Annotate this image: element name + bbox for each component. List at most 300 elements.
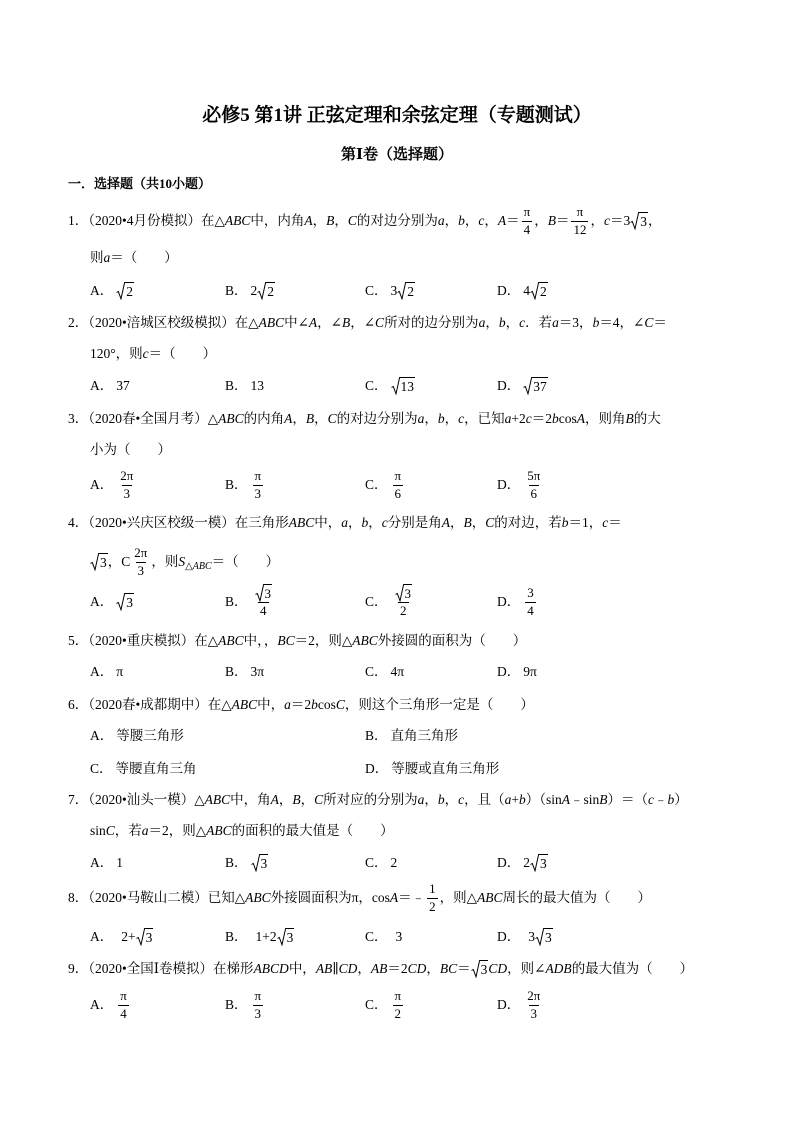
option-label: B．	[225, 283, 248, 299]
text-run: 12	[573, 221, 587, 237]
text-run: ﹣sin	[570, 792, 600, 808]
text-run: 所对的边分别为	[384, 315, 479, 331]
radical-sign	[277, 928, 286, 946]
math-variable: A	[389, 890, 399, 906]
option-label: A．	[90, 594, 114, 610]
radicand: 3	[545, 930, 552, 945]
text-run: ．若	[525, 315, 553, 331]
text-run: 的面积的最大值是（ ）	[231, 823, 394, 839]
radical-sign	[116, 282, 125, 300]
text-run: ，∠	[350, 315, 376, 331]
square-root	[397, 282, 415, 300]
fraction	[571, 204, 588, 239]
numerator	[118, 468, 135, 485]
text-run: ＝﹣	[398, 890, 426, 906]
option-label: A．	[90, 664, 114, 680]
option-a	[90, 582, 134, 622]
square-root	[530, 282, 548, 300]
text-run: 中∠	[284, 315, 309, 331]
text-run: 的内角	[243, 411, 285, 427]
option-value	[391, 854, 398, 872]
radicand: 2	[267, 284, 275, 299]
numerator	[253, 988, 264, 1005]
text-run: 3	[530, 1005, 538, 1021]
math-variable: a	[103, 250, 111, 266]
option-label: C．	[90, 761, 113, 777]
text-run: 中，	[288, 961, 316, 977]
text-run: 中，内角	[250, 213, 305, 229]
text-run: ，则这个三角形一定是（ ）	[344, 697, 534, 713]
math-variable: a	[141, 823, 149, 839]
text-run: ，	[449, 515, 464, 531]
text-run: ＝（ ）	[211, 554, 280, 570]
text-run: 4	[260, 603, 267, 619]
math-variable: S	[178, 554, 186, 570]
fraction	[118, 988, 129, 1023]
denominator	[393, 485, 404, 503]
text-run: ＝（ ）	[148, 346, 217, 362]
option-label: C．	[365, 594, 388, 610]
text-run: 4	[120, 1005, 127, 1021]
math-variable: BC	[439, 961, 458, 977]
option-label: D．	[497, 855, 521, 871]
denominator	[525, 602, 536, 620]
math-variable: c	[519, 315, 526, 331]
page-title: 必修5 第1讲 正弦定理和余弦定理（专题测试）	[202, 105, 592, 126]
text-run: 4	[523, 283, 530, 299]
text-run: ，	[334, 213, 348, 229]
option-label: D．	[497, 283, 521, 299]
section-heading: 一．选择题（共10小题）	[68, 176, 212, 191]
math-variable: b	[667, 792, 675, 808]
option-value	[523, 988, 544, 1023]
text-run: 37	[116, 378, 130, 394]
text-run: 4	[523, 221, 531, 237]
text-run: cos	[317, 697, 336, 713]
denominator	[122, 485, 133, 503]
fraction	[118, 468, 135, 503]
text-run: ，	[464, 213, 479, 229]
question-text-line	[68, 878, 651, 918]
text-run: 3π	[250, 664, 265, 680]
text-run: 2	[390, 855, 398, 871]
math-variable: c	[458, 792, 465, 808]
text-run: +	[511, 792, 519, 808]
text-run: 所对应的分别为	[323, 792, 418, 808]
option-value	[251, 468, 266, 503]
fraction	[522, 204, 533, 239]
text-run: ，	[292, 411, 306, 427]
text-run: ＝3	[609, 213, 631, 229]
square-root	[90, 553, 108, 571]
math-variable: b	[437, 411, 445, 427]
square-root	[251, 854, 269, 872]
option-value	[523, 663, 537, 681]
text-run: ，	[444, 411, 459, 427]
text-run: 中，，	[243, 633, 278, 649]
square-root	[530, 854, 548, 872]
math-variable: a	[504, 792, 512, 808]
text-run: 4．（2020•兴庆区校级一模）在三角形	[68, 515, 289, 531]
math-variable: B	[341, 315, 351, 331]
option-label: A．	[90, 997, 114, 1013]
text-run: ＝4，∠	[599, 315, 645, 331]
option-label: C．	[365, 855, 388, 871]
option-value	[116, 468, 137, 503]
numerator	[132, 545, 149, 562]
text-run: 2	[394, 1005, 402, 1021]
text-run: ∥	[332, 961, 339, 977]
denominator	[253, 1005, 264, 1023]
option-label: C．	[365, 283, 388, 299]
option-value	[116, 988, 131, 1023]
text-run: 6	[530, 485, 538, 501]
text-run: 8．（2020•马鞍山二模）已知△	[68, 890, 246, 906]
option-a	[90, 843, 123, 883]
option-label: D．	[497, 664, 521, 680]
numerator	[393, 468, 404, 485]
math-variable: ABC	[288, 515, 315, 531]
option-value	[116, 727, 184, 745]
text-run: ，	[300, 792, 315, 808]
math-variable: CD	[338, 961, 358, 977]
text-run: 的最大值为（ ）	[571, 961, 694, 977]
radical-sign	[530, 854, 539, 872]
option-label: B．	[225, 477, 248, 493]
text-run: ，	[312, 213, 327, 229]
text-run: ，	[278, 792, 293, 808]
numerator	[575, 204, 586, 221]
option-value	[116, 282, 134, 300]
option-label: B．	[225, 378, 248, 394]
math-variable: BC	[277, 633, 295, 649]
square-root	[535, 928, 553, 946]
text-run: 3	[254, 485, 262, 501]
denominator	[571, 221, 588, 239]
text-run: 则	[90, 250, 104, 266]
option-label: C．	[365, 664, 388, 680]
text-run: 2	[400, 603, 407, 619]
math-variable: A	[304, 213, 313, 229]
text-run: ）（sin	[525, 792, 562, 808]
text-run: ，	[347, 515, 362, 531]
text-run: 9．（2020•全国Ⅰ卷模拟）在梯形	[68, 961, 254, 977]
square-root	[277, 928, 295, 946]
text-run: 1	[429, 880, 436, 896]
text-run: ＝2	[290, 697, 312, 713]
radical-sign	[523, 377, 532, 395]
square-root	[116, 593, 134, 611]
option-a	[90, 985, 131, 1025]
radical-sign	[90, 553, 99, 571]
option-label: B．	[225, 594, 248, 610]
denominator	[529, 1005, 540, 1023]
math-variable: a	[417, 792, 425, 808]
math-variable: C	[644, 315, 654, 331]
text-run: ）＝（	[607, 792, 649, 808]
fraction	[393, 468, 404, 503]
text-run: 等腰或直角三角形	[391, 761, 500, 777]
text-run: ，	[647, 213, 662, 229]
radicand: 3	[480, 962, 488, 977]
math-variable: b	[311, 697, 318, 713]
option-value	[391, 468, 406, 503]
option-b	[225, 582, 276, 622]
text-run: 7．（2020•汕头一模）△	[68, 792, 205, 808]
radicand: 13	[400, 379, 415, 394]
text-run: 中，	[257, 697, 285, 713]
option-label: C．	[365, 378, 388, 394]
text-run: π	[254, 987, 262, 1003]
numerator	[253, 584, 275, 602]
text-run: ）	[674, 792, 688, 808]
fraction	[525, 988, 542, 1023]
option-value	[116, 663, 123, 681]
square-root	[136, 928, 154, 946]
radicand: 3	[404, 586, 412, 602]
radicand: 2	[126, 284, 133, 299]
radicand: 3	[264, 586, 272, 602]
text-run: 4	[527, 602, 534, 618]
text-run: ，则∠	[507, 961, 546, 977]
text-run: ，	[424, 792, 438, 808]
text-run: ＝	[555, 213, 570, 229]
math-variable: A	[576, 411, 585, 427]
math-variable: b	[437, 792, 445, 808]
option-value	[391, 282, 416, 300]
text-run: 小为（ ）	[90, 442, 171, 458]
math-variable: B	[326, 213, 335, 229]
text-run: ，	[368, 515, 382, 531]
radical-sign	[471, 960, 480, 978]
option-label: D．	[497, 929, 521, 945]
square-root	[116, 282, 134, 300]
text-run: ，已知	[464, 411, 505, 427]
option-label: C．	[365, 997, 388, 1013]
option-value	[523, 282, 548, 300]
text-run: π	[394, 467, 402, 483]
option-label: D．	[497, 477, 521, 493]
text-run: ，	[426, 961, 440, 977]
text-run: ，则角	[585, 411, 626, 427]
math-variable: AB	[315, 961, 333, 977]
math-variable: b	[498, 315, 506, 331]
text-run: 外接圆的面积为（ ）	[377, 633, 527, 649]
math-variable: C	[327, 411, 337, 427]
math-variable: ABC	[224, 213, 251, 229]
math-variable: a	[284, 697, 291, 713]
option-c	[365, 843, 397, 883]
radical-sign	[257, 282, 266, 300]
text-run: 直角三角形	[390, 728, 459, 744]
math-variable: B	[625, 411, 634, 427]
math-variable: C	[347, 213, 357, 229]
text-run: ，	[424, 411, 438, 427]
square-root	[391, 377, 416, 395]
math-variable: A	[308, 315, 318, 331]
text-run: cos	[558, 411, 577, 427]
option-value	[251, 584, 277, 620]
numerator	[525, 585, 536, 602]
math-variable: b	[519, 792, 526, 808]
radicand: 3	[126, 595, 133, 610]
math-variable: c	[458, 411, 465, 427]
math-variable: b	[552, 411, 559, 427]
radical-sign	[251, 854, 260, 872]
square-root	[471, 960, 489, 978]
math-variable: A	[497, 213, 507, 229]
fraction	[525, 585, 536, 620]
option-label: A．	[90, 283, 114, 299]
option-value	[523, 585, 538, 620]
text-run: 周长的最大值为（ ）	[502, 890, 652, 906]
radicand: 37	[533, 379, 547, 394]
numerator	[393, 584, 415, 602]
math-variable: ABC	[218, 411, 244, 427]
option-value	[251, 282, 276, 300]
text-run: 1	[116, 855, 123, 871]
square-root	[395, 584, 413, 602]
text-run: 9π	[523, 664, 537, 680]
text-run: 2π	[120, 467, 134, 483]
radical-sign	[395, 584, 404, 602]
text-run: ＝3，	[558, 315, 593, 331]
text-run: 的大	[633, 411, 661, 427]
math-variable: B	[463, 515, 472, 531]
option-value	[391, 727, 459, 745]
option-value	[391, 760, 499, 778]
text-run: ＝2，则△	[294, 633, 353, 649]
text-run: 13	[250, 378, 265, 394]
radicand: 3	[540, 856, 547, 871]
text-run: 2π	[134, 544, 148, 560]
option-value	[116, 593, 134, 611]
math-variable: C	[314, 792, 324, 808]
math-variable: A	[270, 792, 279, 808]
radical-sign	[116, 593, 125, 611]
numerator	[118, 988, 129, 1005]
text-run: ，	[484, 213, 498, 229]
fraction	[427, 881, 438, 916]
math-variable: c	[602, 515, 609, 531]
math-variable: ABC	[352, 633, 378, 649]
option-b	[225, 465, 265, 505]
option-value	[251, 854, 269, 872]
math-variable: A	[561, 792, 571, 808]
text-run: 2	[429, 898, 436, 914]
denominator	[427, 898, 438, 916]
text-run: ，则△	[439, 890, 478, 906]
option-value	[391, 584, 417, 620]
math-variable: c	[525, 411, 532, 427]
text-run: +2	[511, 411, 526, 427]
option-value	[251, 663, 265, 681]
math-variable: a	[504, 411, 512, 427]
question-text-line	[68, 621, 526, 661]
option-c	[365, 465, 405, 505]
text-run: π	[120, 987, 127, 1003]
math-variable: b	[361, 515, 369, 531]
question-text-line	[68, 201, 661, 241]
radicand: 3	[100, 555, 107, 570]
text-run: ＝	[653, 315, 667, 331]
radical-sign	[255, 584, 264, 602]
option-label: C．	[365, 929, 388, 945]
text-run: ，	[471, 515, 486, 531]
math-variable: a	[478, 315, 486, 331]
denominator	[258, 602, 269, 620]
option-label: B．	[225, 855, 248, 871]
option-label: C．	[365, 477, 388, 493]
square-root	[523, 377, 548, 395]
text-run: 1．（2020•4月份模拟）在△	[68, 213, 225, 229]
text-run: ，	[314, 411, 328, 427]
math-variable: ABC	[231, 697, 258, 713]
option-label: A．	[90, 929, 114, 945]
text-run: 的对边分别为	[356, 213, 438, 229]
math-variable: ABC	[477, 890, 503, 906]
numerator	[522, 204, 533, 221]
subscript: △ABC	[185, 561, 212, 572]
option-b	[225, 843, 268, 883]
math-variable: C	[485, 515, 495, 531]
numerator	[525, 988, 542, 1005]
numerator	[253, 468, 264, 485]
text-run: π	[523, 203, 531, 219]
radicand: 3	[286, 930, 294, 945]
denominator	[118, 1005, 129, 1023]
fraction	[253, 468, 264, 503]
option-label: B．	[225, 664, 248, 680]
text-run: 3．（2020春•全国月考）△	[68, 411, 219, 427]
text-run: ＝	[506, 213, 520, 229]
math-variable: c	[648, 792, 655, 808]
option-label: A．	[90, 378, 114, 394]
text-run: ＝	[608, 515, 622, 531]
fraction	[525, 468, 542, 503]
option-label: A．	[90, 855, 114, 871]
text-run: ，	[357, 961, 371, 977]
text-run: 3	[123, 485, 131, 501]
text-run: 3	[137, 562, 145, 578]
text-run: π	[116, 664, 124, 680]
math-variable: B	[547, 213, 556, 229]
option-value	[251, 988, 266, 1023]
option-label: D．	[497, 997, 521, 1013]
volume-heading: 第Ⅰ卷（选择题）	[340, 147, 454, 163]
text-run: ＝2	[531, 411, 552, 427]
radical-sign	[630, 212, 639, 230]
text-run: ，∠	[317, 315, 342, 331]
text-run: ，若	[114, 823, 142, 839]
text-run: 5．（2020•重庆模拟）在△	[68, 633, 219, 649]
math-variable: ABC	[218, 633, 244, 649]
text-run: ，	[590, 213, 604, 229]
text-run: ﹣	[654, 792, 668, 808]
option-value	[396, 928, 403, 946]
option-label: A．	[90, 477, 114, 493]
option-value	[391, 988, 406, 1023]
denominator	[136, 562, 147, 580]
math-variable: ADB	[545, 961, 572, 977]
numerator	[427, 881, 438, 898]
option-value	[523, 468, 544, 503]
text-run: 3	[390, 283, 398, 299]
text-run: π	[394, 987, 402, 1003]
text-run: ，且（	[464, 792, 505, 808]
text-run: 3	[254, 1005, 262, 1021]
text-run: 等腰三角形	[116, 728, 184, 744]
